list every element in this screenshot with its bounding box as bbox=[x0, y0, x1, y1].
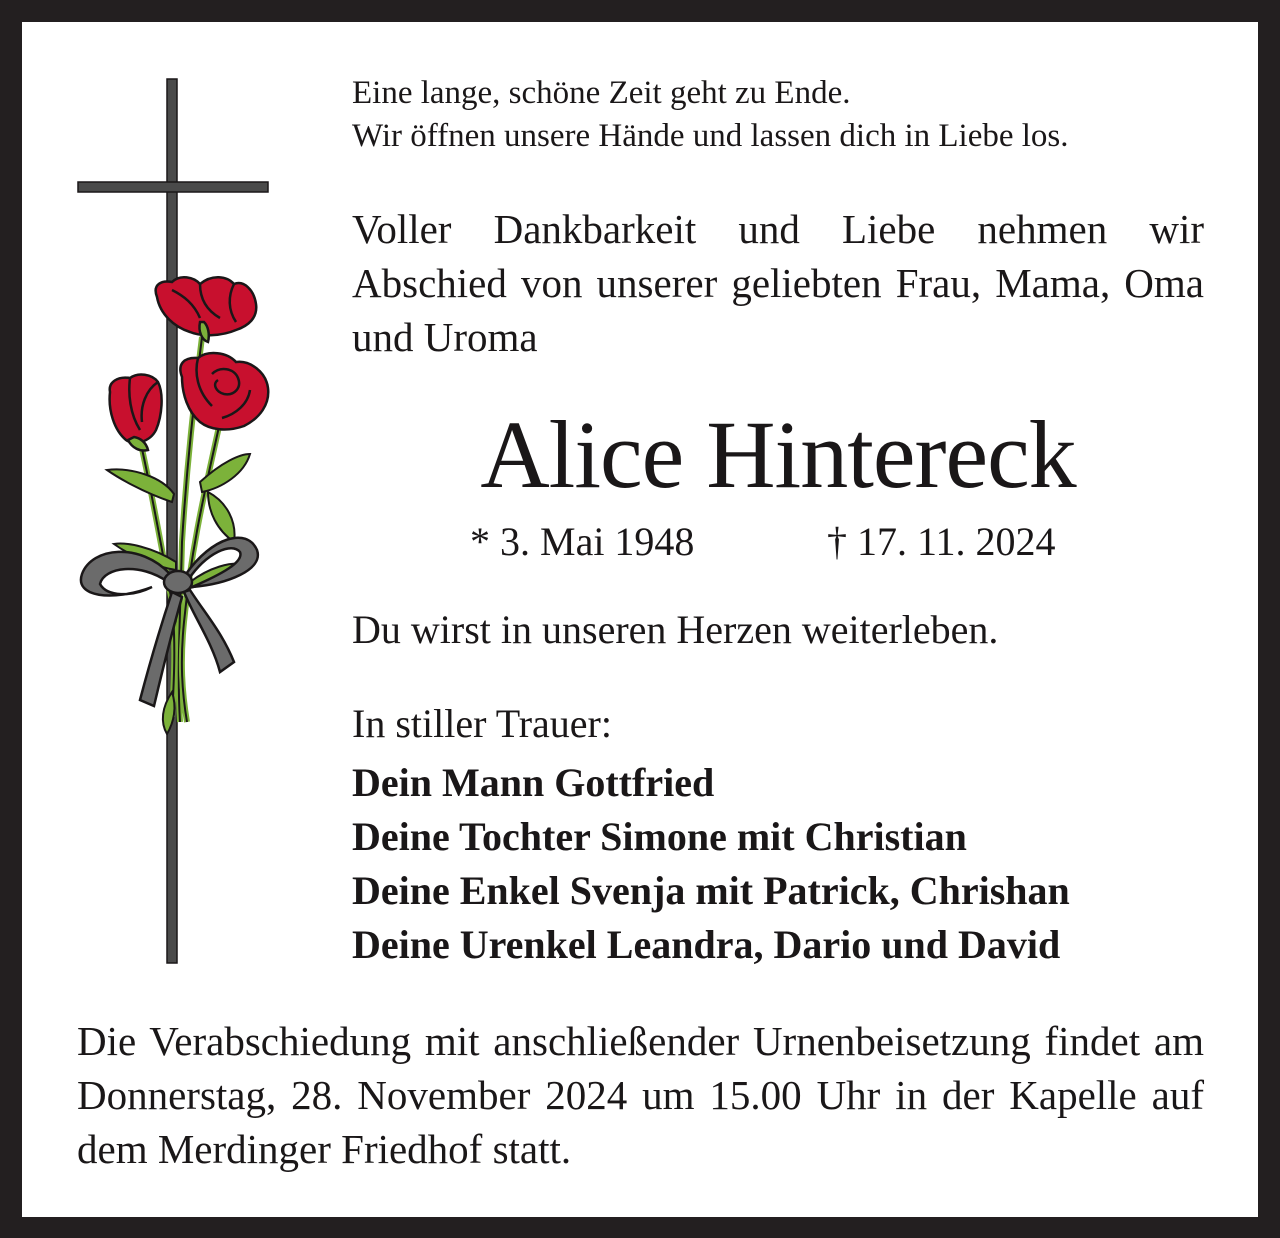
cross-icon bbox=[78, 79, 268, 963]
deceased-name: Alice Hintereck bbox=[480, 401, 1076, 508]
motto bbox=[352, 72, 1204, 158]
rose-bouquet-icon bbox=[110, 277, 269, 450]
mourner-line: Dein Mann Gottfried bbox=[352, 760, 715, 805]
mourner-line: Deine Urenkel Leandra, Dario und David bbox=[352, 922, 1061, 967]
motto-line-1: Eine lange, schöne Zeit geht zu Ende. bbox=[352, 75, 851, 111]
mourners-list bbox=[352, 756, 1204, 972]
closing-line: Du wirst in unseren Herzen weiterleben. bbox=[352, 607, 999, 652]
mourner-line: Deine Tochter Simone mit Christian bbox=[352, 814, 967, 859]
mourner-line: Deine Enkel Svenja mit Patrick, Chrishan bbox=[352, 868, 1070, 913]
intro-text: Voller Dankbarkeit und Liebe nehmen wir Abschied von unserer geliebten Frau, Mama, Oma und Uroma bbox=[352, 206, 1204, 360]
ceremony-info: Die Verabschiedung mit anschließender Urnenbeisetzung findet am Donnerstag, 28. November 2024 um 15.00 Uhr in der Kapelle auf dem Merdinger Friedhof statt. bbox=[77, 1018, 1204, 1172]
obituary-card bbox=[22, 22, 1258, 1217]
birth-date: * 3. Mai 1948 bbox=[470, 519, 695, 564]
death-date: † 17. 11. 2024 bbox=[827, 519, 1056, 564]
cross-with-roses-icon bbox=[22, 22, 342, 1002]
mourning-label: In stiller Trauer: bbox=[352, 701, 612, 746]
motto-line-2: Wir öffnen unsere Hände und lassen dich in Liebe los. bbox=[352, 118, 1069, 154]
